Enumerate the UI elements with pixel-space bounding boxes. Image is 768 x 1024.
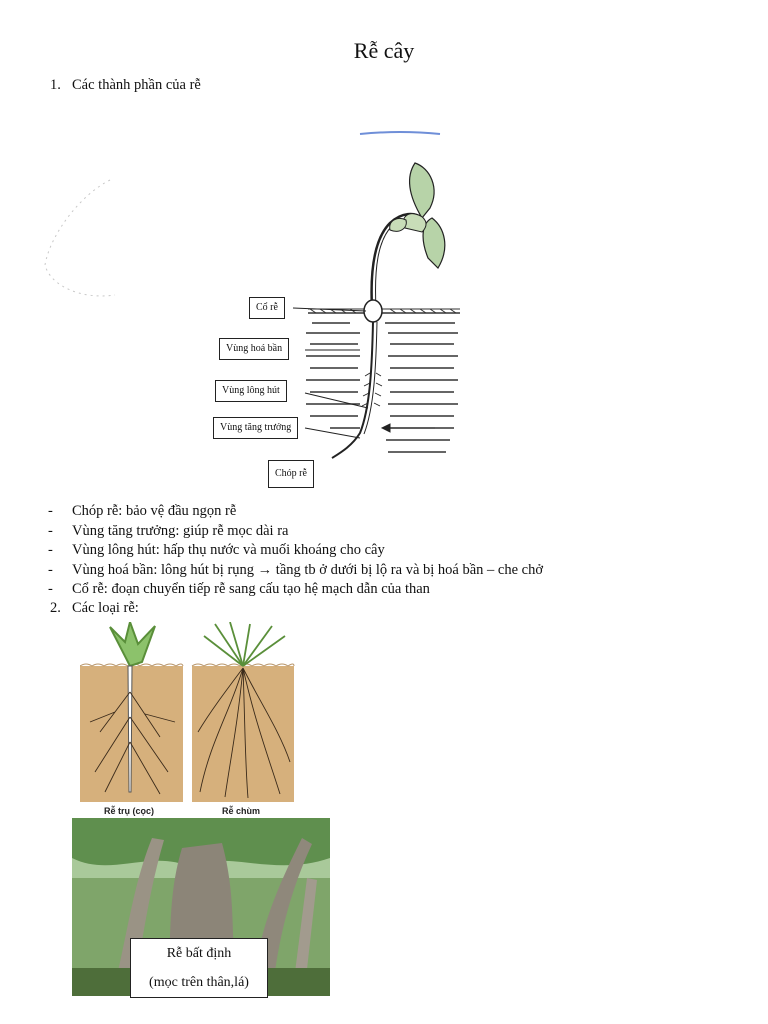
section-1-heading: [50, 77, 201, 94]
root-types-illustration: [80, 622, 298, 818]
list-item: - Vùng hoá bần: lông hút bị rụng → tầng tb ở dưới bị lộ ra và bị hoá bần – che chở: [48, 561, 544, 578]
label-vung-hoa-ban: Vùng hoá bần: [219, 338, 289, 360]
list-item-text: Cổ rễ: đoạn chuyển tiếp rễ sang cấu tạo hệ mạch dẫn của than: [72, 581, 430, 597]
list-item: - Vùng lông hút: hấp thụ nước và muối khoáng cho cây: [48, 542, 385, 558]
taproot-label: Rễ trụ (cọc): [104, 806, 155, 816]
label-vung-long-hut: Vùng lông hút: [215, 380, 287, 402]
list-item: - Cổ rễ: đoạn chuyển tiếp rễ sang cấu tạo hệ mạch dẫn của than: [48, 581, 430, 597]
label-chop-re: Chóp rễ: [268, 460, 314, 488]
list-item-text: Vùng tăng trưởng: giúp rễ mọc dài ra: [72, 522, 289, 539]
list-item: - Chóp rễ: bảo vệ đầu ngọn rễ: [48, 503, 237, 519]
label-vung-tang-truong: Vùng tăng trưởng: [213, 417, 298, 439]
list-item-text: Vùng hoá bần: lông hút bị rụng → tầng tb ở dưới bị lộ ra và bị hoá bần – che chở: [72, 561, 544, 578]
scan-artifact: [40, 175, 130, 305]
section-1-number: 1.: [50, 77, 61, 93]
root-anatomy-diagram: [210, 128, 470, 490]
tree-caption-box: [130, 938, 268, 998]
root-types-image: [80, 622, 298, 818]
page-title: Rễ cây: [353, 38, 415, 63]
list-item: - Vùng tăng trưởng: giúp rễ mọc dài ra: [48, 522, 289, 539]
section-2-heading: [50, 600, 139, 617]
root-parts-list: [48, 502, 543, 600]
section-1-text: Các thành phần của rễ: [72, 77, 201, 93]
label-co-re: Cổ rễ: [249, 297, 285, 319]
list-item-text: Chóp rễ: bảo vệ đầu ngọn rễ: [72, 503, 237, 519]
section-2-text: Các loại rễ:: [72, 600, 139, 616]
list-item-text: Vùng lông hút: hấp thụ nước và muối khoáng cho cây: [72, 542, 385, 558]
tree-caption-line1: Rễ bất định: [166, 946, 232, 961]
tree-caption-line2: (mọc trên thân,lá): [149, 975, 249, 990]
section-2-number: 2.: [50, 600, 61, 616]
fibrous-label: Rễ chùm: [222, 806, 261, 816]
